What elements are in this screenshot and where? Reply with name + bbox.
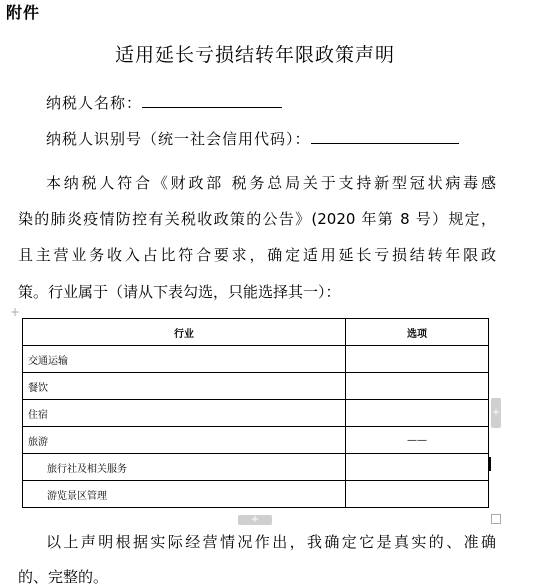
industry-cell: 餐饮 bbox=[23, 373, 346, 400]
header-industry: 行业 bbox=[23, 319, 346, 346]
industry-cell: 游览景区管理 bbox=[23, 481, 346, 508]
option-cell[interactable]: —— bbox=[346, 427, 489, 454]
industry-cell: 旅游 bbox=[23, 427, 346, 454]
industry-table bbox=[22, 318, 489, 508]
body-line-2: 染的肺炎疫情防控有关税收政策的公告》(2020 年第 8 号）规定， bbox=[18, 210, 496, 228]
add-column-handle-icon[interactable]: + bbox=[491, 398, 501, 428]
table-move-handle-icon[interactable]: + bbox=[10, 305, 21, 319]
option-cell[interactable] bbox=[346, 454, 489, 481]
text-cursor bbox=[489, 457, 491, 471]
closing-line-1: 以上声明根据实际经营情况作出，我确定它是真实的、准确 bbox=[46, 533, 496, 551]
industry-cell: 住宿 bbox=[23, 400, 346, 427]
option-cell[interactable] bbox=[346, 373, 489, 400]
header-option: 选项 bbox=[346, 319, 489, 346]
industry-cell: 交通运输 bbox=[23, 346, 346, 373]
table-row bbox=[23, 427, 489, 454]
taxpayer-name-row bbox=[46, 92, 282, 113]
industry-cell: 旅行社及相关服务 bbox=[23, 454, 346, 481]
taxpayer-name-field[interactable] bbox=[142, 92, 282, 108]
attachment-label: 附件 bbox=[6, 3, 41, 22]
table-row bbox=[23, 400, 489, 427]
table-row bbox=[23, 454, 489, 481]
table-header-row bbox=[23, 319, 489, 346]
option-cell[interactable] bbox=[346, 481, 489, 508]
document-title: 适用延长亏损结转年限政策声明 bbox=[114, 44, 395, 66]
taxpayer-id-field[interactable] bbox=[311, 128, 459, 144]
body-line-4: 策。行业属于（请从下表勾选，只能选择其一）： bbox=[18, 283, 341, 301]
taxpayer-id-label: 纳税人识别号（统一社会信用代码）： bbox=[46, 130, 311, 148]
option-cell[interactable] bbox=[346, 400, 489, 427]
taxpayer-id-row bbox=[46, 128, 459, 149]
taxpayer-name-label: 纳税人名称： bbox=[46, 94, 143, 112]
table-row bbox=[23, 373, 489, 400]
body-line-3: 且主营业务收入占比符合要求，确定适用延长亏损结转年限政 bbox=[18, 246, 496, 264]
table-row bbox=[23, 481, 489, 508]
table-resize-handle-icon[interactable] bbox=[491, 514, 501, 524]
body-line-1: 本纳税人符合《财政部 税务总局关于支持新型冠状病毒感 bbox=[46, 174, 496, 192]
table-row bbox=[23, 346, 489, 373]
add-row-handle-icon[interactable]: + bbox=[238, 515, 272, 525]
closing-line-2: 的、完整的。 bbox=[18, 568, 109, 586]
option-cell[interactable] bbox=[346, 346, 489, 373]
